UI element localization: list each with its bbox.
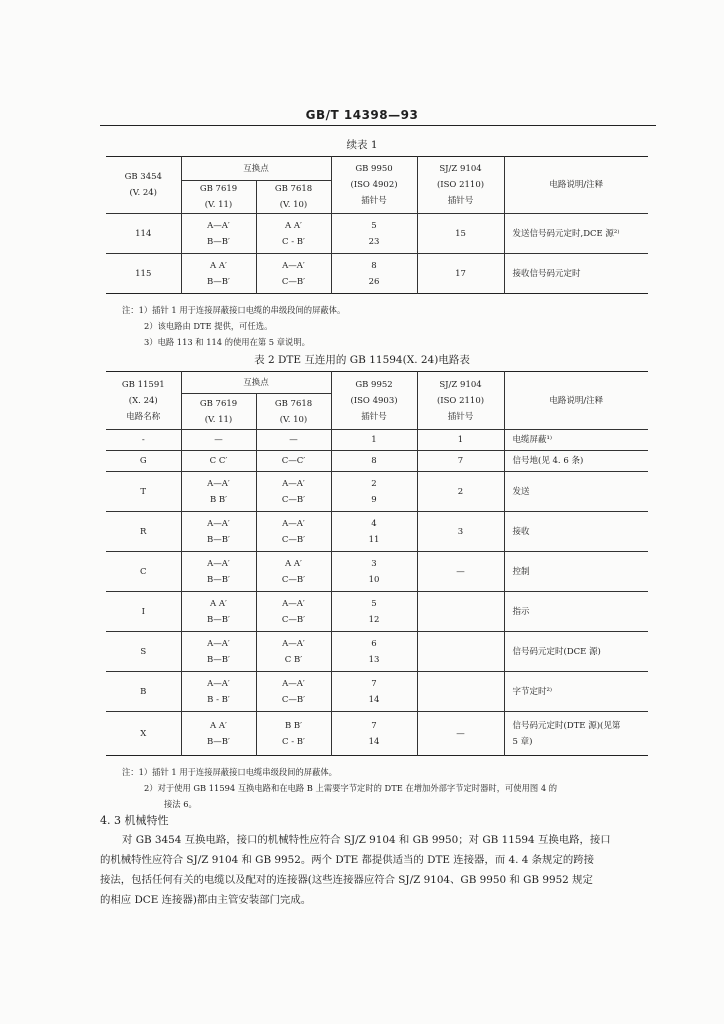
table-row bbox=[106, 472, 648, 512]
table-row bbox=[106, 672, 648, 712]
cell: 2 bbox=[417, 472, 504, 512]
standard-number: GB/T 14398—93 bbox=[305, 108, 419, 122]
cell: A—A′ B - B′ bbox=[181, 672, 256, 712]
cell: 1 bbox=[417, 430, 504, 451]
cell: 3 10 bbox=[331, 552, 417, 592]
body-line: 的机械特性应符合 SJ/Z 9104 和 GB 9952。两个 DTE 都提供适当的 DTE 连接器，而 4. 4 条规定的跨接 bbox=[100, 854, 595, 866]
table2-header-c5: 电路说明/注释 bbox=[504, 372, 648, 430]
cell: A A′ B—B′ bbox=[181, 592, 256, 632]
table1-header-c2: GB 7618 (V. 10) bbox=[256, 181, 331, 214]
body-line: 对 GB 3454 互换电路，接口的机械特性应符合 SJ/Z 9104 和 GB 9950；对 GB 11594 互换电路，接口 bbox=[122, 834, 611, 846]
circuit-note: 信号地(见 4. 6 条) bbox=[504, 451, 648, 472]
cell: A—A′ C—B′ bbox=[256, 254, 331, 294]
cell: 7 14 bbox=[331, 712, 417, 756]
header-rule bbox=[100, 125, 656, 126]
table2-note-3: 接法 6。 bbox=[164, 799, 197, 809]
section-body bbox=[100, 830, 656, 910]
table-row bbox=[106, 430, 648, 451]
cell: C—C′ bbox=[256, 451, 331, 472]
cell: C C′ bbox=[181, 451, 256, 472]
table1-header-c4: SJ/Z 9104 (ISO 2110) 插针号 bbox=[417, 157, 504, 214]
circuit-note: 信号码元定时(DCE 源) bbox=[504, 632, 648, 672]
table-row bbox=[106, 254, 648, 294]
circuit-note: 控制 bbox=[504, 552, 648, 592]
table-row bbox=[106, 592, 648, 632]
cell: 2 9 bbox=[331, 472, 417, 512]
circuit-note: 信号码元定时(DTE 源)(见第 5 章) bbox=[504, 712, 648, 756]
cell bbox=[417, 632, 504, 672]
circuit-id: I bbox=[141, 606, 145, 617]
table2-header-c4: SJ/Z 9104 (ISO 2110) 插针号 bbox=[417, 372, 504, 430]
table1-note-2: 2）该电路由 DTE 提供，可任选。 bbox=[144, 321, 273, 331]
cell: A—A′ B B′ bbox=[181, 472, 256, 512]
circuit-id: T bbox=[140, 486, 147, 497]
cell: A—A′ C—B′ bbox=[256, 512, 331, 552]
cell bbox=[417, 672, 504, 712]
table2 bbox=[106, 371, 648, 756]
circuit-id: S bbox=[140, 646, 147, 657]
cell: A—A′ B—B′ bbox=[181, 512, 256, 552]
cell: — bbox=[181, 430, 256, 451]
cell: A—A′ C—B′ bbox=[256, 592, 331, 632]
table2-header-group: 互换点 bbox=[181, 372, 331, 394]
table1 bbox=[106, 156, 648, 294]
circuit-note: 字节定时²⁾ bbox=[504, 672, 648, 712]
cell: — bbox=[417, 712, 504, 756]
table2-header-c3: GB 9952 (ISO 4903) 插针号 bbox=[331, 372, 417, 430]
circuit-note: 发送信号码元定时,DCE 源²⁾ bbox=[504, 214, 648, 254]
body-line: 接法，包括任何有关的电缆以及配对的连接器(这些连接器应符合 SJ/Z 9104、GB 9950 和 GB 9952 规定 bbox=[100, 874, 593, 886]
cell: 8 26 bbox=[331, 254, 417, 294]
table2-header-c2: GB 7618 (V. 10) bbox=[256, 394, 331, 430]
cell: A A′ C—B′ bbox=[256, 552, 331, 592]
circuit-id: G bbox=[139, 456, 147, 466]
cell: A—A′ C B′ bbox=[256, 632, 331, 672]
cell: B B′ C - B′ bbox=[256, 712, 331, 756]
cell: A—A′ B—B′ bbox=[181, 214, 256, 254]
circuit-id: C bbox=[139, 566, 147, 577]
circuit-id: R bbox=[140, 526, 147, 537]
cell: 4 11 bbox=[331, 512, 417, 552]
table2-note-1: 注：1）插针 1 用于连接屏蔽接口电缆串级段间的屏蔽体。 bbox=[122, 767, 337, 777]
circuit-note: 接收 bbox=[504, 512, 648, 552]
cell: A—A′ B—B′ bbox=[181, 552, 256, 592]
circuit-note: 接收信号码元定时 bbox=[504, 254, 648, 294]
cell: 5 12 bbox=[331, 592, 417, 632]
table1-note-3: 3）电路 113 和 114 的使用在第 5 章说明。 bbox=[144, 337, 310, 347]
circuit-note: 电缆屏蔽¹⁾ bbox=[504, 430, 648, 451]
cell: 17 bbox=[417, 254, 504, 294]
table1-caption: 续表 1 bbox=[346, 139, 378, 151]
section-heading: 4. 3 机械特性 bbox=[100, 814, 169, 827]
body-line: 的相应 DCE 连接器)都由主管安装部门完成。 bbox=[100, 894, 312, 906]
table1-header-group: 互换点 bbox=[181, 157, 331, 181]
table1-header-standard: GB 3454 (V. 24) bbox=[124, 172, 162, 198]
circuit-id: - bbox=[141, 435, 145, 445]
table-row bbox=[106, 451, 648, 472]
cell: A—A′ C—B′ bbox=[256, 672, 331, 712]
cell: A—A′ C—B′ bbox=[256, 472, 331, 512]
table-row bbox=[106, 552, 648, 592]
cell: 8 bbox=[331, 451, 417, 472]
table2-header-c1: GB 7619 (V. 11) bbox=[181, 394, 256, 430]
cell: 5 23 bbox=[331, 214, 417, 254]
table-row bbox=[106, 512, 648, 552]
circuit-id: B bbox=[140, 686, 147, 697]
cell: 7 bbox=[417, 451, 504, 472]
cell: A—A′ B—B′ bbox=[181, 632, 256, 672]
table1-header-c3: GB 9950 (ISO 4902) 插针号 bbox=[331, 157, 417, 214]
cell: A A′ C - B′ bbox=[256, 214, 331, 254]
table1-header-c5: 电路说明/注释 bbox=[504, 157, 648, 214]
table2-header-standard: GB 11591 (X. 24) 电路名称 bbox=[121, 379, 165, 422]
cell: — bbox=[256, 430, 331, 451]
table2-note-2: 2）对于使用 GB 11594 互换电路和在电路 B 上需要字节定时的 DTE 在增加外部字节定时器时，可使用图 4 的 bbox=[144, 783, 558, 793]
circuit-id: X bbox=[140, 728, 147, 739]
cell: 7 14 bbox=[331, 672, 417, 712]
table2-caption: 表 2 DTE 互连用的 GB 11594(X. 24)电路表 bbox=[254, 354, 470, 366]
circuit-note: 发送 bbox=[504, 472, 648, 512]
cell: — bbox=[417, 552, 504, 592]
table-row bbox=[106, 712, 648, 756]
cell: 3 bbox=[417, 512, 504, 552]
cell: 1 bbox=[331, 430, 417, 451]
cell: A A′ B—B′ bbox=[181, 254, 256, 294]
cell: 6 13 bbox=[331, 632, 417, 672]
table-row bbox=[106, 214, 648, 254]
circuit-id: 115 bbox=[135, 268, 152, 279]
cell: 15 bbox=[417, 214, 504, 254]
table1-note-1: 注：1）插针 1 用于连接屏蔽接口电缆的串级段间的屏蔽体。 bbox=[122, 305, 346, 315]
circuit-id: 114 bbox=[135, 228, 152, 239]
table-row bbox=[106, 632, 648, 672]
cell: A A′ B—B′ bbox=[181, 712, 256, 756]
cell bbox=[417, 592, 504, 632]
circuit-note: 指示 bbox=[504, 592, 648, 632]
table1-header-c1: GB 7619 (V. 11) bbox=[181, 181, 256, 214]
